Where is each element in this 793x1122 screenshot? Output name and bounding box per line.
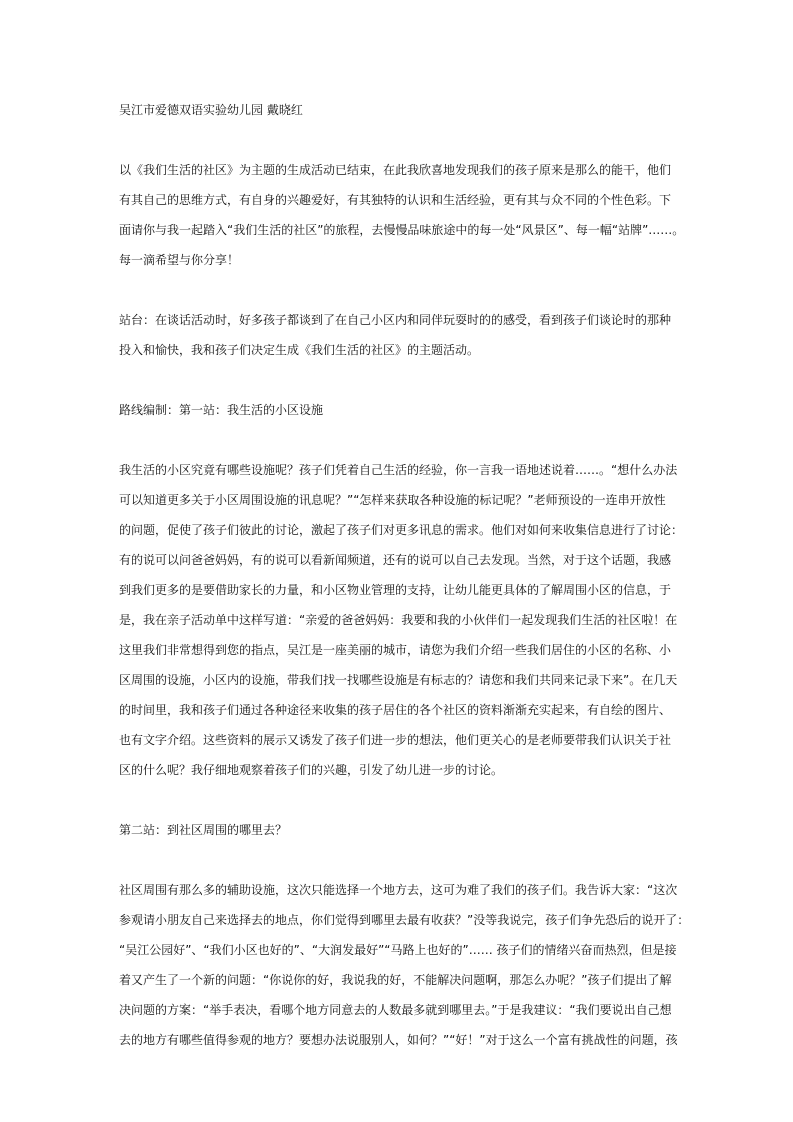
paragraph-line: 是，我在亲子活动单中这样写道：“亲爱的爸爸妈妈：我要和我的小伙伴们一起发现我们生活的社区啦！在 bbox=[119, 613, 678, 627]
spacer bbox=[119, 785, 677, 815]
paragraph-line: 到我们更多的是要借助家长的力量，和小区物业管理的支持，让幼儿能更具体的了解周围小区的信息，于 bbox=[119, 583, 672, 597]
paragraph-line: 每一滴希望与你分享！ bbox=[119, 253, 240, 267]
document-body bbox=[119, 95, 690, 1055]
paragraph-line: 投入和愉快，我和孩子们决定生成《我们生活的社区》的主题活动。 bbox=[119, 343, 480, 357]
spacer bbox=[119, 275, 677, 305]
stop2-heading: 第二站：到社区周围的哪里去？ bbox=[119, 823, 288, 837]
paragraph-line: 区的什么呢？我仔细地观察着孩子们的兴趣，引发了幼儿进一步的讨论。 bbox=[119, 763, 504, 777]
paragraph-line: 以《我们生活的社区》为主题的生成活动已结束，在此我欣喜地发现我们的孩子原来是那么的能干，他们 bbox=[119, 163, 672, 177]
paragraph-line: 去的地方有哪些值得参观的地方？要想办法说服别人，如何？”“好！”对于这么一个富有挑战性的问题，孩 bbox=[119, 1033, 678, 1047]
spacer bbox=[119, 365, 677, 395]
stop1-paragraph bbox=[119, 455, 684, 785]
spacer bbox=[119, 425, 677, 455]
paragraph-line: 有的说可以问爸爸妈妈，有的说可以看新闻频道，还有的说可以自己去发现。当然，对于这个话题，我感 bbox=[119, 553, 672, 567]
paragraph-line: 着又产生了一个新的问题：“你说你的好，我说我的好，不能解决问题啊，那怎么办呢？”孩子们提出了解 bbox=[119, 973, 672, 987]
paragraph-line: 社区周围有那么多的辅助设施，这次只能选择一个地方去，这可为难了我们的孩子们。我告诉大家：“这次 bbox=[119, 883, 678, 897]
paragraph-line: 有其自己的思维方式，有自身的兴趣爱好，有其独特的认识和生活经验，更有其与众不同的个性色彩。下 bbox=[119, 193, 672, 207]
paragraph-line: 决问题的方案：“举手表决，看哪个地方同意去的人数最多就到哪里去。”于是我建议：“我们要说出自己想 bbox=[119, 1003, 672, 1017]
paragraph-line: 可以知道更多关于小区周围设施的讯息呢？”“怎样来获取各种设施的标记呢？”老师预设的一连串开放性 bbox=[119, 493, 666, 507]
stop2-paragraph bbox=[119, 875, 690, 1055]
spacer bbox=[119, 125, 677, 155]
route-heading: 路线编制：第一站：我生活的小区设施 bbox=[119, 403, 324, 417]
station-paragraph bbox=[119, 305, 677, 365]
spacer bbox=[119, 845, 677, 875]
paragraph-line: 站台：在谈话活动时，好多孩子都谈到了在自己小区内和同伴玩耍时的的感受，看到孩子们谈论时的那种 bbox=[119, 313, 672, 327]
paragraph-line: 面请你与我一起踏入“我们生活的社区”的旅程，去慢慢品味旅途中的每一处“风景区”、每一幅“站牌”……。 bbox=[119, 223, 685, 237]
author-line: 吴江市爱德双语实验幼儿园 戴晓红 bbox=[119, 103, 303, 117]
paragraph-line: 区周围的设施，小区内的设施，带我们找一找哪些设施是有标志的？请您和我们共同来记录下来”。在几天 bbox=[119, 673, 678, 687]
paragraph-line: 这里我们非常想得到您的指点，吴江是一座美丽的城市，请您为我们介绍一些我们居住的小区的名称、小 bbox=[119, 643, 672, 657]
paragraph-line: 的时间里，我和孩子们通过各种途径来收集的孩子居住的各个社区的资料渐渐充实起来，有自绘的图片、 bbox=[119, 703, 672, 717]
intro-paragraph bbox=[119, 155, 685, 275]
paragraph-line: 我生活的小区究竟有哪些设施呢？孩子们凭着自己生活的经验，你一言我一语地述说着……。“想什么办法 bbox=[119, 463, 678, 477]
paragraph-line: 也有文字介绍。这些资料的展示又诱发了孩子们进一步的想法，他们更关心的是老师要带我们认识关于社 bbox=[119, 733, 672, 747]
paragraph-line: “吴江公园好”、“我们小区也好的”、“大润发最好”“马路上也好的”…… 孩子们的情绪兴奋而热烈，但是接 bbox=[119, 943, 677, 957]
paragraph-line: 的问题，促使了孩子们彼此的讨论，激起了孩子们对更多讯息的需求。他们对如何来收集信息进行了讨论： bbox=[119, 523, 684, 537]
paragraph-line: 参观请小朋友自己来选择去的地点，你们觉得到哪里去最有收获？”没等我说完，孩子们争先恐后的说开了： bbox=[119, 913, 690, 927]
